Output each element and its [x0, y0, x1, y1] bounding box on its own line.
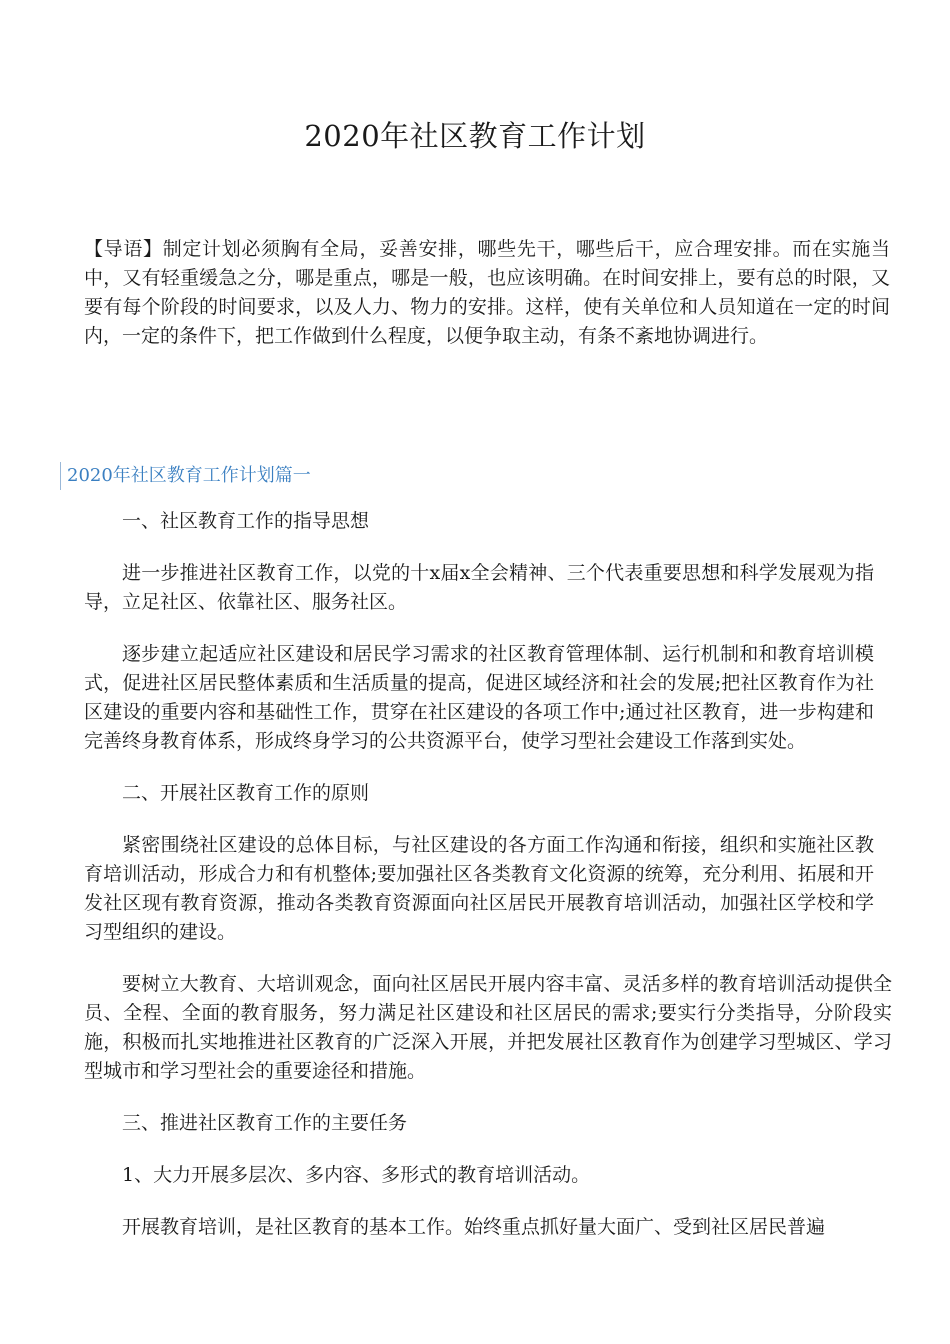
body-paragraph: 逐步建立起适应社区建设和居民学习需求的社区教育管理体制、运行机制和和教育培训模式，促进社区居民整体素质和生活质量的提高，促进区域经济和社会的发展;把社区教育作为社区建设的重要内容和基础性工作，贯穿在社区建设的各项工作中;通过社区教育，进一步构建和完善终身教育体系，形成终身学习的公共资源平台，使学习型社会建设工作落到实处。 — [84, 643, 874, 752]
intro-paragraph: 【导语】制定计划必须胸有全局，妥善安排，哪些先干，哪些后干，应合理安排。而在实施当中，又有轻重缓急之分，哪是重点，哪是一般，也应该明确。在时间安排上，要有总的时限，又要有每个阶段的时间要求，以及人力、物力的安排。这样，使有关单位和人员知道在一定的时间内，一定的条件下，把工作做到什么程度，以便争取主动，有条不紊地协调进行。 — [84, 238, 890, 347]
section-heading-link[interactable]: 2020年社区教育工作计划篇一 — [60, 462, 311, 490]
heading-principles: 二、开展社区教育工作的原则 — [122, 782, 370, 804]
heading-guiding-ideology: 一、社区教育工作的指导思想 — [122, 510, 370, 532]
heading-main-tasks: 三、推进社区教育工作的主要任务 — [122, 1112, 408, 1134]
document-title: 2020年社区教育工作计划 — [304, 119, 646, 153]
task-item: 1、大力开展多层次、多内容、多形式的教育培训活动。 — [122, 1164, 591, 1186]
body-paragraph: 紧密围绕社区建设的总体目标，与社区建设的各方面工作沟通和衔接，组织和实施社区教育培训活动，形成合力和有机整体;要加强社区各类教育文化资源的统筹，充分利用、拓展和开发社区现有教育资源，推动各类教育资源面向社区居民开展教育培训活动，加强社区学校和学习型组织的建设。 — [84, 834, 874, 943]
document-body — [84, 507, 892, 1265]
body-paragraph: 进一步推进社区教育工作，以党的十x届x全会精神、三个代表重要思想和科学发展观为指导，立足社区、依靠社区、服务社区。 — [84, 562, 874, 613]
body-paragraph: 要树立大教育、大培训观念，面向社区居民开展内容丰富、灵活多样的教育培训活动提供全员、全程、全面的教育服务，努力满足社区建设和社区居民的需求;要实行分类指导，分阶段实施，积极而扎实地推进社区教育的广泛深入开展，并把发展社区教育作为创建学习型城区、学习型城市和学习型社会的重要途径和措施。 — [84, 973, 892, 1082]
body-paragraph: 开展教育培训，是社区教育的基本工作。始终重点抓好量大面广、受到社区居民普遍 — [122, 1216, 826, 1238]
